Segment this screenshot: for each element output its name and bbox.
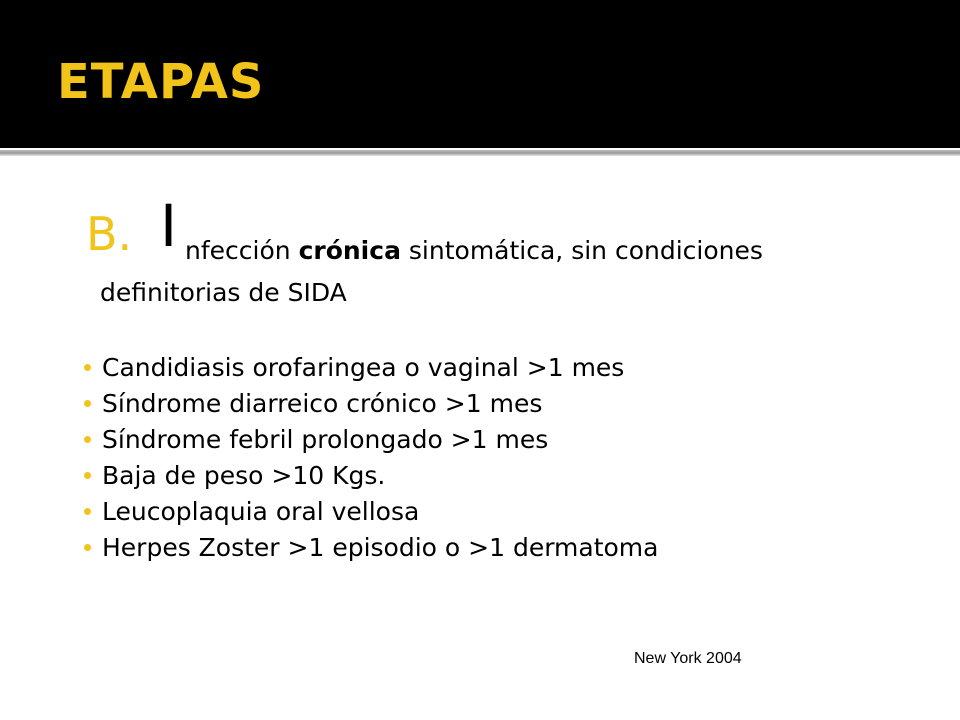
stage-text-after: sintomática, sin condiciones	[400, 236, 763, 265]
list-item-text: Síndrome diarreico crónico >1 mes	[102, 389, 543, 418]
list-item-text: Baja de peso >10 Kgs.	[102, 461, 386, 490]
stage-heading-text	[185, 236, 763, 266]
list-item-text: Candidiasis orofaringea o vaginal >1 mes	[102, 353, 625, 382]
list-item	[84, 458, 934, 494]
list-item	[84, 422, 934, 458]
symptom-list	[84, 350, 934, 566]
list-item	[84, 350, 934, 386]
bullet-dot-icon	[84, 472, 91, 479]
header-divider	[0, 148, 960, 156]
source-citation: New York 2004	[634, 650, 742, 667]
stage-heading-line-2: definitorias de SIDA	[100, 278, 347, 307]
list-item	[84, 386, 934, 422]
bullet-dot-icon	[84, 544, 91, 551]
list-item-text: Herpes Zoster >1 episodio o >1 dermatoma	[102, 533, 659, 562]
stage-heading	[86, 192, 936, 307]
list-item	[84, 494, 934, 530]
bullet-dot-icon	[84, 436, 91, 443]
stage-heading-line-1	[86, 192, 936, 274]
stage-initial-letter: I	[160, 192, 178, 260]
list-item-text: Leucoplaquia oral vellosa	[102, 497, 420, 526]
stage-letter: B.	[86, 207, 133, 261]
slide-header	[0, 0, 960, 148]
bullet-dot-icon	[84, 364, 91, 371]
stage-bold-word: crónica	[298, 236, 401, 265]
slide-title: ETAPAS	[57, 54, 265, 110]
bullet-dot-icon	[84, 400, 91, 407]
list-item	[84, 530, 934, 566]
bullet-dot-icon	[84, 508, 91, 515]
list-item-text: Síndrome febril prolongado >1 mes	[102, 425, 549, 454]
stage-text-before: nfección	[185, 236, 299, 265]
